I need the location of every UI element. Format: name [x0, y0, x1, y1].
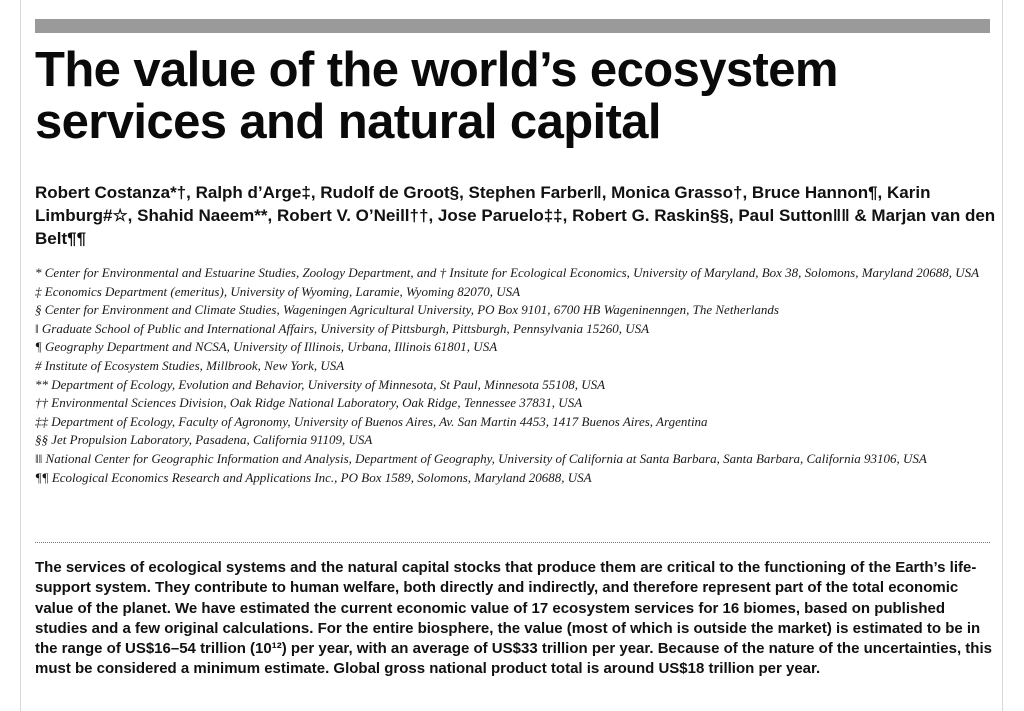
author-list: Robert Costanza*†, Ralph d’Arge‡, Rudolf de Groot§, Stephen Farber‖, Monica Grasso†, Bruce Hannon¶, Karin Limburg#☆, Shahid Naeem**, Robert V. O’Neill††, Jose Paruelo‡‡, Robert G. Raskin§§, Paul Sutton‖‖ & Marjan van den Belt¶¶ [35, 183, 996, 248]
affiliation-item: ¶¶ Ecological Economics Research and Applications Inc., PO Box 1589, Solomons, Maryland 20688, USA [35, 469, 592, 485]
affiliation-item: * Center for Environmental and Estuarine Studies, Zoology Department, and † Insitute for Ecological Economics, University of Maryland, Box 38, Solomons, Maryland 20688, USA [35, 265, 980, 280]
affiliation-item: §§ Jet Propulsion Laboratory, Pasadena, California 91109, USA [35, 432, 373, 448]
page-edge-left [20, 0, 21, 711]
abstract: The services of ecological systems and the natural capital stocks that produce them are critical to the functioning of the Earth’s life-support system. They contribute to human welfare, both directly and indirectly, and therefore represent part of the total economic value of the planet. We have estimated the current economic value of 17 ecosystem services for 16 biomes, based on published studies and a few original calculations. For the entire biosphere, the value (most of which is outside the market) is estimated to be in the range of US$16–54 trillion (10¹²) per year, with an average of US$33 trillion per year. Because of the nature of the uncertainties, this must be considered a minimum estimate. Global gross national product total is around US$18 trillion per year. [35, 559, 992, 678]
affiliation-item: # Institute of Ecosystem Studies, Millbrook, New York, USA [35, 357, 345, 373]
affiliations-list [35, 264, 995, 487]
affiliation-item: ‡‡ Department of Ecology, Faculty of Agronomy, University of Buenos Aires, Av. San Martin 4453, 1417 Buenos Aires, Argentina [35, 413, 708, 429]
page-edge-right [1002, 0, 1003, 711]
affiliation-item: § Center for Environment and Climate Studies, Wageningen Agricultural University, PO Box 9101, 6700 HB Wageninenngen, The Netherlands [35, 302, 779, 318]
affiliation-item: †† Environmental Sciences Division, Oak Ridge National Laboratory, Oak Ridge, Tennessee 37831, USA [35, 395, 583, 411]
affiliation-item: ‖ Graduate School of Public and International Affairs, University of Pittsburgh, Pittsburgh, Pennsylvania 15260, USA [35, 320, 650, 336]
affiliation-item: ** Department of Ecology, Evolution and Behavior, University of Minnesota, St Paul, Minnesota 55108, USA [35, 376, 606, 392]
header-rule [35, 19, 990, 33]
affiliation-item: ‖‖ National Center for Geographic Information and Analysis, Department of Geography, University of California at Santa Barbara, Santa Barbara, California 93106, USA [35, 450, 927, 466]
affiliation-item: ¶ Geography Department and NCSA, University of Illinois, Urbana, Illinois 61801, USA [35, 339, 498, 355]
section-divider [35, 542, 990, 543]
article-title: The value of the world’s ecosystem services and natural capital [35, 43, 838, 149]
affiliation-item: ‡ Economics Department (emeritus), University of Wyoming, Laramie, Wyoming 82070, USA [35, 283, 521, 299]
